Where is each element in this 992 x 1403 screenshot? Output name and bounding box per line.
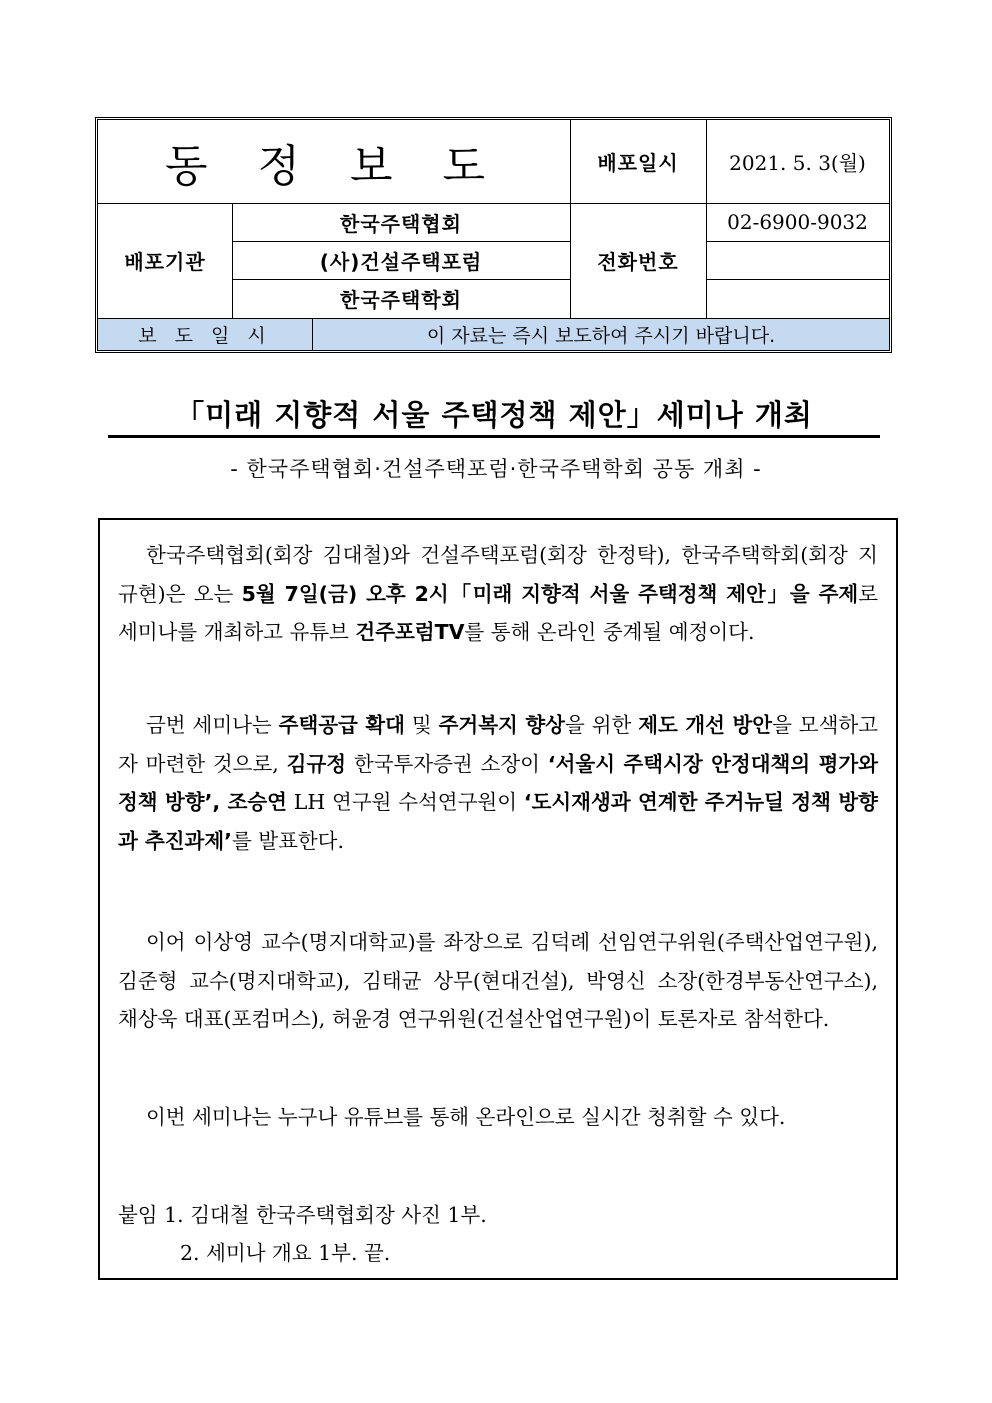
org-label-cell — [98, 203, 232, 318]
date-value-cell — [706, 120, 889, 203]
text-run: 을 모색하고자 마련한 것으로, — [118, 713, 879, 776]
text-run: 한국투자증권 소장이 — [346, 751, 548, 776]
subheadline: - 한국주택협회·건설주택포럼·한국주택학회 공동 개최 - — [230, 457, 762, 481]
title-cell — [98, 120, 570, 203]
org-label: 배포기관 — [124, 250, 206, 274]
bold-text: 김규정 — [286, 751, 347, 776]
attachment-line: 2. 세미나 개요 1부. 끝. — [180, 1241, 391, 1265]
release-label: 보 도 일 시 — [138, 325, 272, 347]
phone-cell — [706, 241, 889, 279]
text-run: 를 통해 온라인 중계될 예정이다. — [464, 620, 755, 644]
bold-text: 주거복지 향상 — [438, 713, 565, 737]
text-run: 금번 세미나는 — [146, 713, 279, 737]
document-title: 동 정 보 도 — [165, 140, 503, 192]
release-text-cell — [313, 319, 889, 350]
date-label-cell — [570, 120, 706, 203]
bold-text: 5월 7일(금) 오후 2시「미래 지향적 서울 주택정책 제안」을 주제 — [241, 581, 859, 606]
org-cell — [232, 241, 570, 279]
bold-text: ‘서울시 주택시장 안정대책의 평가와 정책 방향’, 조승연 — [118, 751, 878, 814]
text-run: 한국주택협회(회장 김대철)와 건설주택포럼(회장 한정탁), 한국주택학회(회장 지규현)은 오는 — [118, 543, 878, 606]
org-cell — [232, 279, 570, 318]
text-run: LH 연구원 수석연구원이 — [286, 790, 524, 814]
phone-label: 전화번호 — [597, 250, 679, 274]
paragraph: 이번 세미나는 누구나 유튜브를 통해 온라인으로 실시간 청취할 수 있다. — [146, 1105, 786, 1129]
text-run: 을 위한 — [564, 713, 639, 737]
text-run: 로 세미나를 개최하고 유튜브 — [118, 581, 879, 644]
text-run: 를 발표한다. — [231, 828, 345, 853]
org-name: 한국주택학회 — [340, 288, 462, 312]
bold-text: 주택공급 확대 — [278, 713, 405, 737]
phone-number: 02-6900-9032 — [727, 210, 868, 234]
bold-text: 건주포럼TV — [355, 620, 465, 644]
org-cell — [232, 203, 570, 241]
headline: 「미래 지향적 서울 주택정책 제안」세미나 개최 — [108, 395, 880, 438]
release-row — [98, 318, 889, 350]
distribution-date-label: 배포일시 — [597, 151, 679, 175]
paragraph — [118, 536, 878, 652]
release-text: 이 자료는 즉시 보도하여 주시기 바랍니다. — [426, 325, 776, 347]
phone-cell — [706, 279, 889, 318]
org-name: 한국주택협회 — [340, 211, 462, 236]
phone-label-cell — [570, 203, 706, 318]
bold-text: 제도 개선 방안 — [638, 713, 773, 737]
bold-text: ‘도시재생과 연계한 주거뉴딜 정책 방향과 추진과제’ — [118, 790, 878, 853]
paragraph: 이어 이상영 교수(명지대학교)를 좌장으로 김덕례 선임연구위원(주택산업연구원), 김준형 교수(명지대학교), 김태균 상무(현대건설), 박영신 소장(한경부동산연구소), 채상욱 대표(포컴머스), 허윤경 연구위원(건설산업연구원)이 토론자로 참석한다. — [118, 930, 878, 1031]
org-name: (사)건설주택포럼 — [319, 249, 483, 274]
text-run: 및 — [405, 713, 439, 737]
distribution-date: 2021. 5. 3(월) — [729, 151, 866, 175]
header-table — [95, 117, 892, 353]
phone-cell — [706, 203, 889, 241]
release-label-cell — [98, 319, 313, 350]
paragraph — [118, 706, 878, 860]
body-box — [98, 518, 898, 1280]
attachment-line: 붙임 1. 김대철 한국주택협회장 사진 1부. — [118, 1203, 487, 1227]
